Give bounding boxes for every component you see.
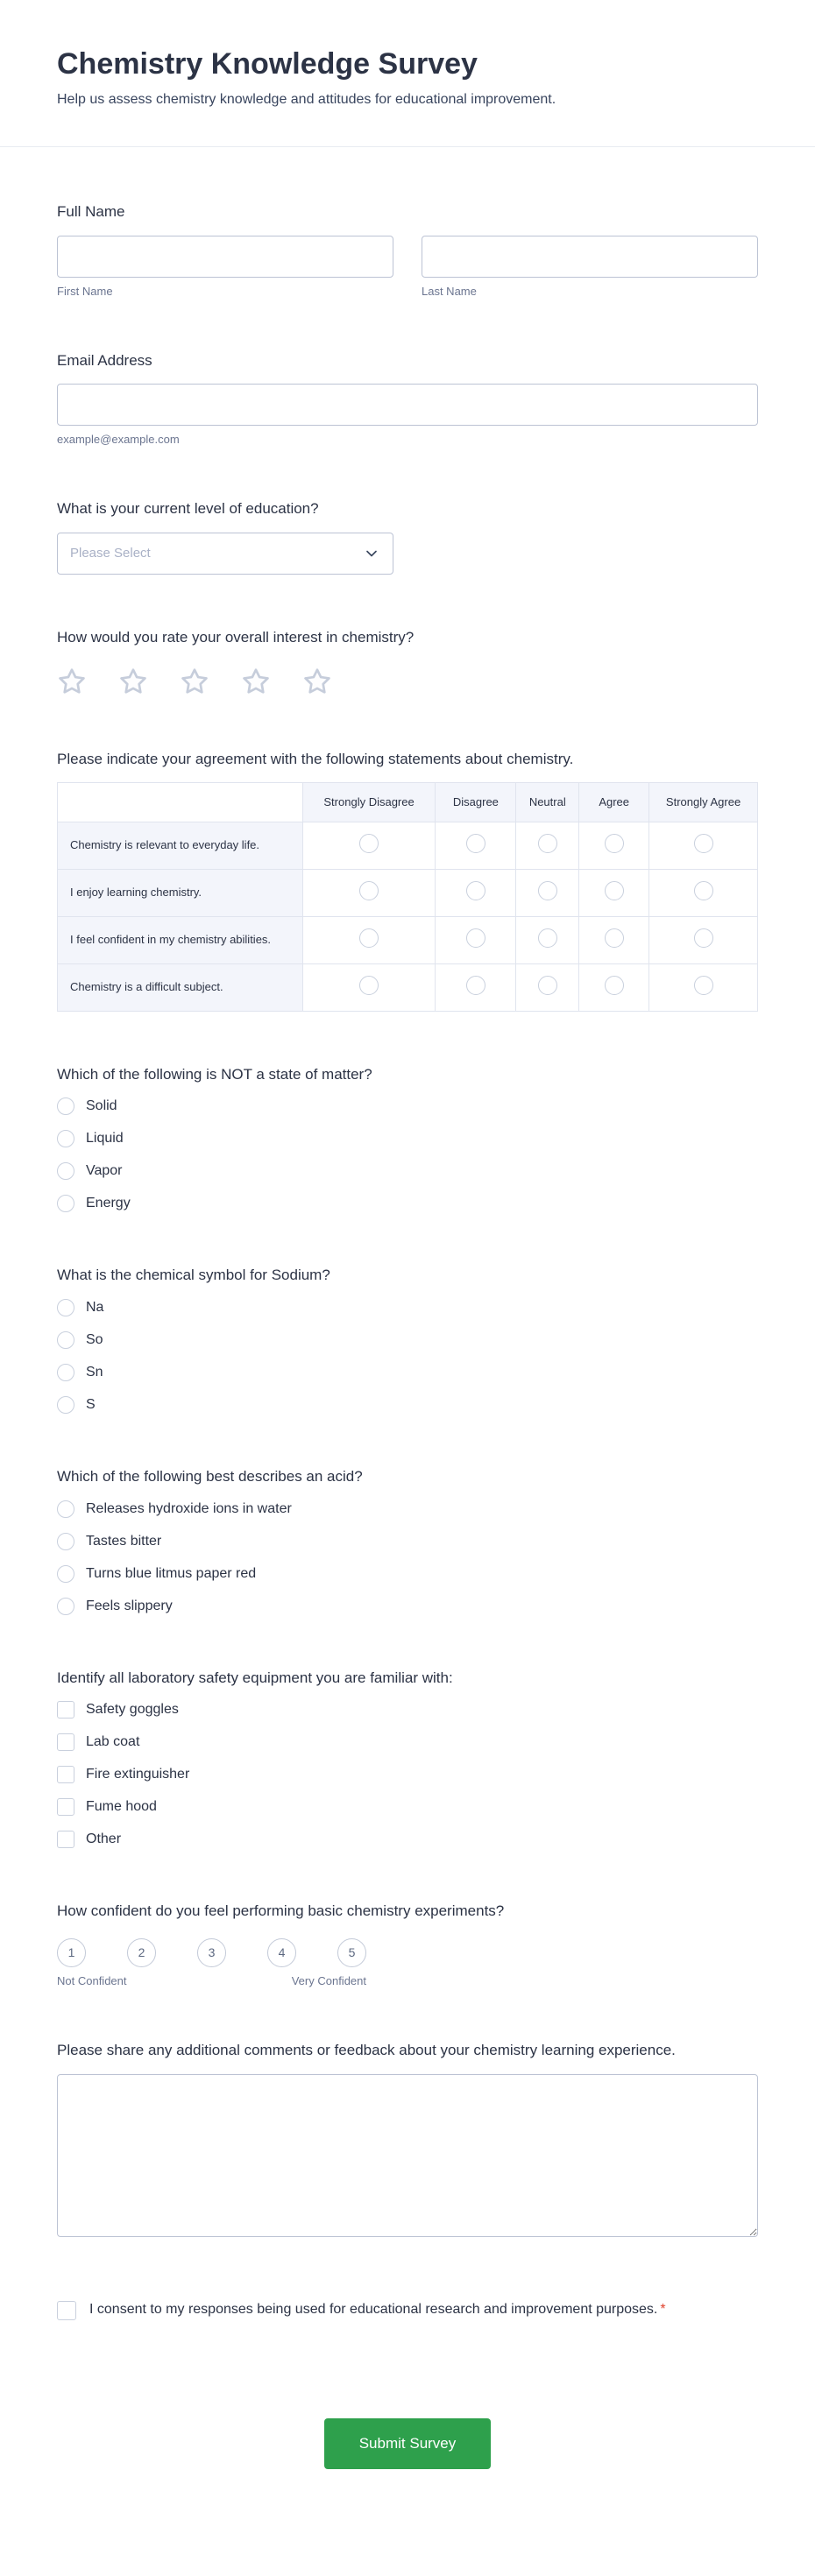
- star-icon[interactable]: [302, 667, 332, 696]
- full-name-inputs: [57, 236, 758, 298]
- option-label: So: [86, 1332, 103, 1348]
- star-icon[interactable]: [180, 667, 209, 696]
- matrix-col-header: Strongly Agree: [649, 783, 758, 822]
- chevron-down-icon: [363, 545, 380, 562]
- first-name-field: [57, 236, 393, 298]
- consent-label: [89, 2299, 666, 2320]
- option-label: Tastes bitter: [86, 1533, 162, 1549]
- consent-checkbox[interactable]: [57, 2301, 76, 2320]
- full-name-label: Full Name: [57, 203, 125, 220]
- last-name-input[interactable]: [422, 236, 758, 278]
- matrix-radio[interactable]: [359, 928, 379, 948]
- scale-option-4[interactable]: 4: [267, 1938, 296, 1967]
- radio-option[interactable]: [57, 1565, 758, 1583]
- matrix-col-header: Strongly Disagree: [302, 783, 436, 822]
- form-header: [0, 0, 815, 147]
- matrix-row-label: I enjoy learning chemistry.: [58, 869, 303, 916]
- matrix-radio[interactable]: [538, 928, 557, 948]
- radio-icon[interactable]: [57, 1299, 74, 1316]
- submit-row: [57, 2418, 758, 2520]
- matrix-radio[interactable]: [466, 881, 485, 900]
- matrix-radio[interactable]: [359, 976, 379, 995]
- scale-option-3[interactable]: 3: [197, 1938, 226, 1967]
- radio-icon[interactable]: [57, 1195, 74, 1212]
- checkbox-icon[interactable]: [57, 1766, 74, 1783]
- option-label: Liquid: [86, 1131, 124, 1147]
- confidence-scale: [57, 1938, 758, 1967]
- checkbox-icon[interactable]: [57, 1831, 74, 1848]
- matrix-radio[interactable]: [359, 881, 379, 900]
- star-icon[interactable]: [57, 667, 87, 696]
- question-full-name: [57, 201, 758, 298]
- radio-option[interactable]: [57, 1162, 758, 1180]
- radio-icon[interactable]: [57, 1396, 74, 1414]
- page-subtitle: Help us assess chemistry knowledge and attitudes for educational improvement.: [57, 92, 556, 107]
- question-comments: [57, 2040, 758, 2241]
- radio-option[interactable]: [57, 1364, 758, 1381]
- matrix-radio[interactable]: [605, 881, 624, 900]
- matrix-radio[interactable]: [605, 834, 624, 853]
- email-input[interactable]: [57, 384, 758, 426]
- star-icon[interactable]: [241, 667, 271, 696]
- matrix-radio[interactable]: [359, 834, 379, 853]
- radio-icon[interactable]: [57, 1331, 74, 1349]
- question-acid-description: [57, 1466, 758, 1615]
- radio-icon[interactable]: [57, 1097, 74, 1115]
- radio-option[interactable]: [57, 1500, 758, 1518]
- radio-icon[interactable]: [57, 1364, 74, 1381]
- matrix-radio[interactable]: [605, 976, 624, 995]
- email-label: Email Address: [57, 351, 152, 369]
- radio-icon[interactable]: [57, 1533, 74, 1550]
- matrix-col-header: Disagree: [436, 783, 516, 822]
- first-name-input[interactable]: [57, 236, 393, 278]
- page-title: Chemistry Knowledge Survey: [57, 47, 478, 81]
- matrix-radio[interactable]: [538, 834, 557, 853]
- scale-option-5[interactable]: 5: [337, 1938, 366, 1967]
- last-name-field: [422, 236, 758, 298]
- checkbox-option[interactable]: [57, 1798, 758, 1816]
- radio-option[interactable]: [57, 1130, 758, 1147]
- checkbox-icon[interactable]: [57, 1701, 74, 1719]
- education-dropdown-value: Please Select: [70, 546, 151, 561]
- comments-textarea[interactable]: [57, 2074, 758, 2237]
- matrix-radio[interactable]: [538, 881, 557, 900]
- matrix-row: [58, 822, 758, 869]
- option-label: Releases hydroxide ions in water: [86, 1500, 292, 1516]
- matrix-radio[interactable]: [538, 976, 557, 995]
- option-label: Turns blue litmus paper red: [86, 1565, 257, 1581]
- question-sodium-symbol: [57, 1265, 758, 1414]
- radio-icon[interactable]: [57, 1500, 74, 1518]
- option-label: Vapor: [86, 1163, 123, 1179]
- question-education: [57, 498, 758, 575]
- scale-max-label: Very Confident: [291, 1973, 366, 1987]
- form-body: [0, 147, 815, 2520]
- matrix-col-header: Agree: [579, 783, 649, 822]
- scale-option-2[interactable]: 2: [127, 1938, 156, 1967]
- email-sublabel: example@example.com: [57, 433, 180, 447]
- radio-option[interactable]: [57, 1195, 758, 1212]
- consent-field[interactable]: [57, 2299, 758, 2320]
- matrix-row-label: I feel confident in my chemistry abilities.: [58, 916, 303, 963]
- radio-option[interactable]: [57, 1598, 758, 1615]
- state-of-matter-label: Which of the following is NOT a state of matter?: [57, 1065, 372, 1083]
- required-asterisk: *: [660, 2301, 666, 2317]
- option-label: Fume hood: [86, 1799, 157, 1815]
- question-safety-equipment: [57, 1668, 758, 1849]
- checkbox-option[interactable]: [57, 1701, 758, 1719]
- question-agreement-matrix: [57, 749, 758, 1012]
- matrix-row-label: Chemistry is relevant to everyday life.: [58, 822, 303, 869]
- checkbox-option[interactable]: [57, 1766, 758, 1783]
- confidence-scale-label: How confident do you feel performing basic chemistry experiments?: [57, 1902, 505, 1920]
- matrix-corner-cell: [58, 783, 303, 822]
- education-label: What is your current level of education?: [57, 500, 319, 518]
- question-state-of-matter: [57, 1064, 758, 1213]
- radio-option[interactable]: [57, 1533, 758, 1550]
- matrix-row: [58, 963, 758, 1011]
- checkbox-icon[interactable]: [57, 1798, 74, 1816]
- option-label: Feels slippery: [86, 1598, 173, 1613]
- star-icon[interactable]: [118, 667, 148, 696]
- option-label: Fire extinguisher: [86, 1767, 190, 1782]
- option-label: Lab coat: [86, 1734, 140, 1750]
- radio-icon[interactable]: [57, 1130, 74, 1147]
- sodium-symbol-label: What is the chemical symbol for Sodium?: [57, 1267, 330, 1284]
- checkbox-icon[interactable]: [57, 1733, 74, 1751]
- radio-option[interactable]: [57, 1299, 758, 1316]
- education-dropdown[interactable]: [57, 533, 393, 575]
- interest-rating-label: How would you rate your overall interest in chemistry?: [57, 628, 415, 646]
- option-label: Sn: [86, 1365, 103, 1380]
- agreement-matrix-table: [57, 782, 758, 1012]
- radio-option[interactable]: [57, 1331, 758, 1349]
- radio-icon[interactable]: [57, 1598, 74, 1615]
- matrix-radio[interactable]: [466, 834, 485, 853]
- option-label: S: [86, 1397, 96, 1413]
- radio-option[interactable]: [57, 1097, 758, 1115]
- option-label: Solid: [86, 1098, 117, 1114]
- matrix-radio[interactable]: [694, 881, 713, 900]
- question-confidence-scale: [57, 1901, 758, 1987]
- matrix-radio[interactable]: [694, 834, 713, 853]
- agreement-matrix-label: Please indicate your agreement with the following statements about chemistry.: [57, 750, 574, 767]
- comments-label: Please share any additional comments or feedback about your chemistry learning experience.: [57, 2041, 676, 2058]
- acid-description-label: Which of the following best describes an acid?: [57, 1468, 363, 1486]
- scale-labels: [57, 1974, 366, 1987]
- matrix-col-header: Neutral: [516, 783, 579, 822]
- matrix-radio[interactable]: [605, 928, 624, 948]
- matrix-radio[interactable]: [694, 928, 713, 948]
- matrix-radio[interactable]: [466, 976, 485, 995]
- checkbox-option[interactable]: [57, 1831, 758, 1848]
- matrix-radio[interactable]: [466, 928, 485, 948]
- checkbox-option[interactable]: [57, 1733, 758, 1751]
- option-label: Safety goggles: [86, 1702, 179, 1718]
- submit-button[interactable]: Submit Survey: [324, 2418, 492, 2469]
- radio-icon[interactable]: [57, 1162, 74, 1180]
- first-name-sublabel: First Name: [57, 284, 113, 298]
- option-label: Other: [86, 1831, 122, 1847]
- matrix-row-label: Chemistry is a difficult subject.: [58, 963, 303, 1011]
- question-email: [57, 350, 758, 447]
- consent-label-text: I consent to my responses being used for educational research and improvement purposes.: [89, 2301, 658, 2317]
- matrix-header-row: [58, 783, 758, 822]
- matrix-row: [58, 869, 758, 916]
- radio-icon[interactable]: [57, 1565, 74, 1583]
- question-interest-rating: [57, 627, 758, 696]
- scale-option-1[interactable]: 1: [57, 1938, 86, 1967]
- safety-equipment-label: Identify all laboratory safety equipment you are familiar with:: [57, 1669, 453, 1686]
- option-label: Na: [86, 1300, 104, 1316]
- scale-min-label: Not Confident: [57, 1973, 127, 1987]
- option-label: Energy: [86, 1196, 131, 1211]
- last-name-sublabel: Last Name: [422, 284, 477, 298]
- matrix-row: [58, 916, 758, 963]
- radio-option[interactable]: [57, 1396, 758, 1414]
- star-rating: [57, 667, 758, 696]
- matrix-radio[interactable]: [694, 976, 713, 995]
